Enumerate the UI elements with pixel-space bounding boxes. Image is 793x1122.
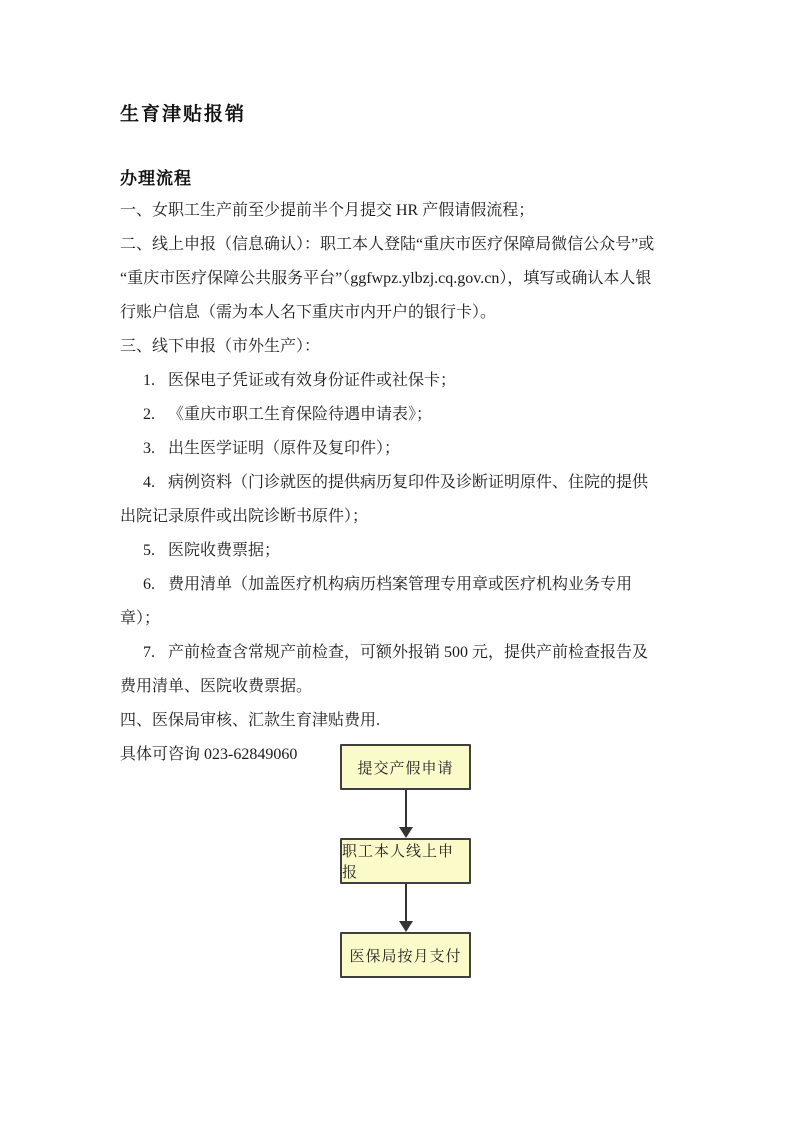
item-number: 6. <box>143 576 155 593</box>
list-item <box>120 398 660 432</box>
arrow-shaft <box>405 790 407 828</box>
flow-node-monthly-payment: 医保局按月支付 <box>340 932 471 978</box>
item-text: 病例资料（门诊就医的提供病历复印件及诊断证明原件、住院的提供出院记录原件或出院诊断书原件）； <box>120 474 649 525</box>
item-text: 产前检查含常规产前检查，可额外报销 500 元，提供产前检查报告及费用清单、医院收费票据。 <box>120 644 649 695</box>
arrow-down-icon <box>399 790 413 838</box>
item-number: 5. <box>143 542 155 559</box>
item-text: 医院收费票据； <box>168 542 281 559</box>
arrow-head <box>399 921 413 932</box>
item-number: 1. <box>143 372 155 389</box>
paragraph-step1: 一、女职工生产前至少提前半个月提交 HR 产假请假流程； <box>120 202 535 219</box>
item-number: 7. <box>143 644 155 661</box>
arrow-head <box>399 827 413 838</box>
paragraph-step3: 三、线下申报（市外生产）： <box>120 338 321 355</box>
section-heading: 办理流程 <box>120 169 192 188</box>
item-text: 《重庆市职工生育保险待遇申请表》； <box>168 406 433 423</box>
list-item <box>120 364 660 398</box>
document-title: 生育津贴报销 <box>120 104 247 125</box>
flowchart <box>340 744 471 978</box>
contact-phone: 具体可咨询 023-62849060 <box>120 746 298 763</box>
document-body <box>120 103 660 772</box>
flow-node-submit-leave-request: 提交产假申请 <box>340 744 471 790</box>
paragraph-step4: 四、医保局审核、汇款生育津贴费用. <box>120 712 381 729</box>
flow-node-online-declaration: 职工本人线上申报 <box>340 838 471 884</box>
item-number: 2. <box>143 406 155 423</box>
arrow-shaft <box>405 884 407 922</box>
item-number: 4. <box>143 474 155 491</box>
list-item <box>120 568 660 636</box>
arrow-down-icon <box>399 884 413 932</box>
paragraph-step2: 二、线上申报（信息确认）：职工本人登陆“重庆市医疗保障局微信公众号”或“重庆市医疗保障公共服务平台”（ggfwpz.ylbzj.cq.gov.cn），填写或确认本人银行账户信息（需为本人名下重庆市内开户的银行卡）。 <box>120 236 655 321</box>
item-text: 出生医学证明（原件及复印件）； <box>168 440 401 457</box>
list-item <box>120 534 660 568</box>
item-text: 医保电子凭证或有效身份证件或社保卡； <box>168 372 457 389</box>
list-item <box>120 466 660 534</box>
item-number: 3. <box>143 440 155 457</box>
list-item <box>120 432 660 466</box>
item-text: 费用清单（加盖医疗机构病历档案管理专用章或医疗机构业务专用章）； <box>120 576 633 627</box>
list-item <box>120 636 660 704</box>
